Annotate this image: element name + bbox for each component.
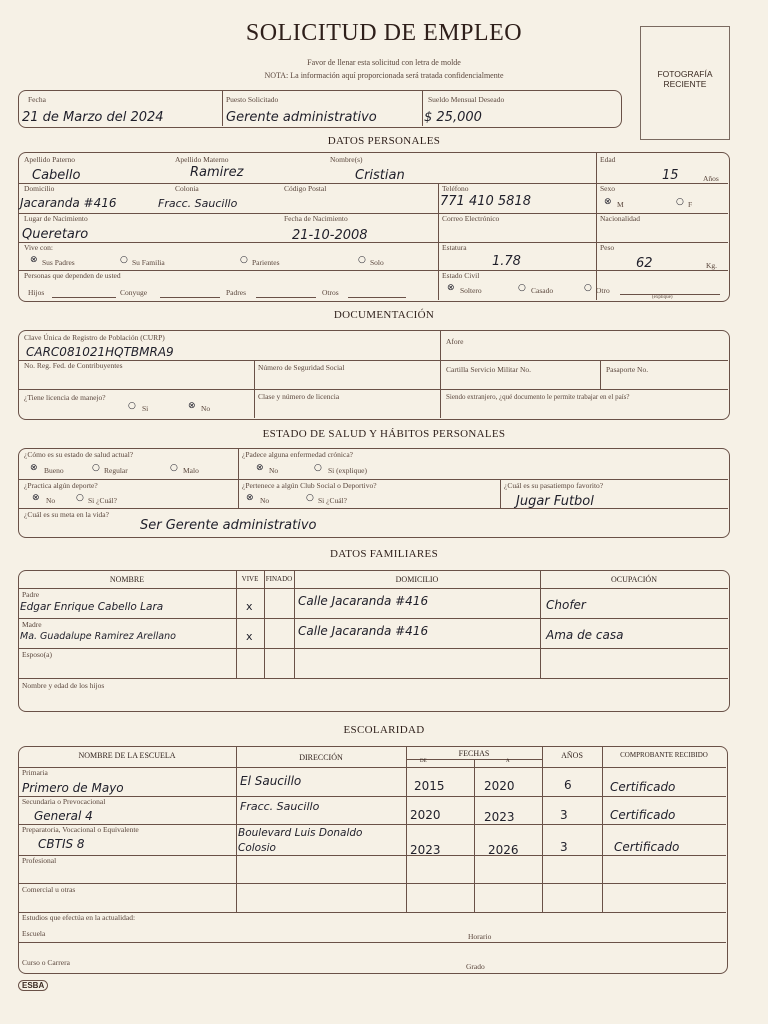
form-note: NOTA: La información aquí proporcionada será tratada confidencialmente	[264, 71, 504, 80]
domicilio-field[interactable]: Jacaranda #416	[20, 196, 117, 210]
dependen-label: Personas que dependen de usted	[24, 271, 121, 280]
fam-row-label: Padre	[22, 590, 40, 599]
sexo-m-radio[interactable]: ⊗	[604, 197, 612, 207]
vive-opt-1: Su Familia	[132, 258, 165, 267]
club-cual-label: Si ¿Cuál?	[318, 496, 347, 505]
cronica-label: ¿Padece alguna enfermedad crónica?	[242, 450, 353, 459]
estatura-field[interactable]: 1.78	[492, 254, 521, 269]
esc-header-anos: AÑOS	[561, 751, 583, 760]
madre-nombre-field[interactable]: Ma. Guadalupe Ramirez Arellano	[20, 631, 176, 642]
salud-opt-2: Malo	[183, 466, 199, 475]
civil-opt-0: Soltero	[460, 286, 482, 295]
civil-soltero-radio[interactable]: ⊗	[447, 283, 455, 293]
section-familia: DATOS FAMILIARES	[330, 548, 438, 560]
telefono-label: Teléfono	[442, 184, 469, 193]
puesto-field[interactable]: Gerente administrativo	[226, 110, 377, 125]
cp-label: Código Postal	[284, 184, 327, 193]
esc-row-label: Primaria	[22, 768, 48, 777]
photo-label: FOTOGRAFÍA RECIENTE	[657, 69, 713, 89]
horario-label: Horario	[468, 932, 492, 941]
colonia-label: Colonia	[175, 184, 199, 193]
madre-vive-mark[interactable]: x	[246, 630, 253, 643]
extranjero-label: Siendo extranjero, ¿qué documento le permite trabajar en el país?	[446, 393, 630, 401]
peso-field[interactable]: 62	[636, 256, 653, 271]
esc-row-label: Preparatoria, Vocacional o Equivalente	[22, 825, 139, 834]
apellido-paterno-label: Apellido Paterno	[24, 155, 76, 164]
lugar-label: Lugar de Nacimiento	[24, 214, 88, 223]
civil-label: Estado Civil	[442, 271, 480, 280]
civil-otro-radio[interactable]: ○	[584, 283, 592, 293]
pasatiempo-field[interactable]: Jugar Futbol	[516, 494, 594, 509]
cronica-si-radio[interactable]: ○	[314, 463, 322, 473]
padre-ocupacion-field[interactable]: Chofer	[546, 598, 586, 612]
lugar-field[interactable]: Queretaro	[22, 227, 89, 242]
primaria-de-field[interactable]: 2015	[414, 779, 445, 793]
dep-conyuge: Conyuge	[120, 288, 148, 297]
primaria-comprobante-field[interactable]: Certificado	[610, 780, 676, 794]
dep-otros: Otros	[322, 288, 339, 297]
vive-parientes-radio[interactable]: ○	[240, 255, 248, 265]
fam-header-vive: VIVE	[241, 575, 259, 583]
fam-header-finado: FINADO	[265, 575, 293, 583]
primaria-a-field[interactable]: 2020	[484, 779, 515, 793]
nss-label: Número de Seguridad Social	[258, 363, 345, 372]
prepa-nombre-field[interactable]: CBTIS 8	[38, 837, 85, 851]
secundaria-de-field[interactable]: 2020	[410, 808, 441, 822]
fecha-field[interactable]: 21 de Marzo del 2024	[22, 110, 164, 125]
padre-domicilio-field[interactable]: Calle Jacaranda #416	[298, 594, 429, 608]
prepa-direccion-field[interactable]: Boulevard Luis Donaldo Colosio	[238, 827, 363, 854]
estudios-label: Estudios que efectúa en la actualidad:	[22, 913, 136, 922]
deporte-cual-label: Si ¿Cuál?	[88, 496, 117, 505]
cronica-no-radio[interactable]: ⊗	[256, 463, 264, 473]
afore-label: Afore	[446, 337, 464, 346]
nombres-label: Nombre(s)	[330, 155, 363, 164]
licencia-no-radio[interactable]: ⊗	[188, 401, 196, 411]
clase-licencia-label: Clase y número de licencia	[258, 392, 340, 401]
rfc-label: No. Reg. Fed. de Contribuyentes	[24, 361, 123, 370]
esc-header-de: DE	[420, 759, 427, 764]
section-salud: ESTADO DE SALUD Y HÁBITOS PERSONALES	[262, 428, 506, 440]
esc-header-fechas: FECHAS	[458, 749, 490, 758]
salud-opt-0: Bueno	[44, 466, 64, 475]
licencia-si-label: Si	[142, 404, 149, 413]
deporte-si-radio[interactable]: ○	[76, 493, 84, 503]
apellido-materno-label: Apellido Materno	[175, 155, 229, 164]
dep-padres: Padres	[226, 288, 246, 297]
prepa-de-field[interactable]: 2023	[410, 843, 441, 857]
secundaria-a-field[interactable]: 2023	[484, 810, 515, 824]
section-datos-personales: DATOS PERSONALES	[327, 135, 441, 147]
prepa-comprobante-field[interactable]: Certificado	[614, 840, 680, 854]
vive-familia-radio[interactable]: ○	[120, 255, 128, 265]
esc-row-label: Comercial u otras	[22, 885, 76, 894]
domicilio-label: Domicilio	[24, 184, 55, 193]
deporte-no-radio[interactable]: ⊗	[32, 493, 40, 503]
curp-field[interactable]: CARC081021HQTBMRA9	[26, 345, 174, 359]
section-documentacion: DOCUMENTACIÓN	[333, 309, 435, 321]
meta-field[interactable]: Ser Gerente administrativo	[140, 518, 317, 533]
civil-opt-2: Otro	[596, 286, 610, 295]
vive-opt-0: Sus Padres	[42, 258, 75, 267]
telefono-field[interactable]: 771 410 5818	[440, 194, 531, 209]
secundaria-anos-field[interactable]: 3	[560, 808, 568, 822]
nacionalidad-label: Nacionalidad	[600, 214, 640, 223]
esc-header-a: A	[506, 759, 510, 764]
photo-box	[640, 26, 730, 140]
civil-opt-1: Casado	[531, 286, 554, 295]
fam-header-ocupacion: OCUPACIÓN	[611, 575, 657, 584]
estado-salud-label: ¿Cómo es su estado de salud actual?	[24, 450, 134, 459]
deporte-no-label: No	[46, 496, 56, 505]
apellido-materno-field[interactable]: Ramirez	[190, 165, 244, 180]
secundaria-direccion-field[interactable]: Fracc. Saucillo	[240, 800, 320, 813]
pasatiempo-label: ¿Cuál es su pasatiempo favorito?	[504, 481, 604, 490]
edad-field[interactable]: 15	[662, 168, 679, 183]
curp-label: Clave Única de Registro de Población (CURP)	[24, 333, 165, 342]
licencia-si-radio[interactable]: ○	[128, 401, 136, 411]
cartilla-label: Cartilla Servicio Militar No.	[446, 365, 531, 374]
licencia-no-label: No	[201, 404, 211, 413]
fecha-label: Fecha	[28, 95, 46, 104]
esc-row-label: Secundaria o Prevocacional	[22, 797, 106, 806]
form-subtitle: Favor de llenar esta solicitud con letra de molde	[307, 58, 461, 67]
primaria-direccion-field[interactable]: El Saucillo	[240, 774, 302, 788]
pasaporte-label: Pasaporte No.	[606, 365, 649, 374]
publisher-logo: ESBA	[18, 980, 48, 991]
nombres-field[interactable]: Cristian	[355, 168, 405, 183]
secundaria-nombre-field[interactable]: General 4	[34, 809, 93, 823]
grado-label: Grado	[466, 962, 485, 971]
secundaria-comprobante-field[interactable]: Certificado	[610, 808, 676, 822]
edad-label: Edad	[600, 155, 616, 164]
form-title: SOLICITUD DE EMPLEO	[245, 20, 523, 46]
peso-label: Peso	[600, 243, 615, 252]
madre-ocupacion-field[interactable]: Ama de casa	[546, 628, 624, 642]
meta-label: ¿Cuál es su meta en la vida?	[24, 510, 109, 519]
cronica-si-label: Si (explique)	[328, 466, 367, 475]
primaria-anos-field[interactable]: 6	[564, 778, 572, 792]
club-no-label: No	[260, 496, 270, 505]
salud-regular-radio[interactable]: ○	[92, 463, 100, 473]
club-label: ¿Pertenece a algún Club Social o Deportivo?	[242, 481, 377, 490]
fam-header-domicilio: DOMICILIO	[395, 575, 439, 584]
salud-bueno-radio[interactable]: ⊗	[30, 463, 38, 473]
padre-vive-mark[interactable]: x	[246, 600, 253, 613]
fam-header-nombre: NOMBRE	[109, 575, 145, 584]
club-si-radio[interactable]: ○	[306, 493, 314, 503]
escuela-label: Escuela	[22, 929, 46, 938]
anos-label: Años	[703, 174, 719, 183]
puesto-label: Puesto Solicitado	[226, 95, 279, 104]
curso-label: Curso o Carrera	[22, 958, 70, 967]
estatura-label: Estatura	[442, 243, 467, 252]
salud-opt-1: Regular	[104, 466, 128, 475]
padre-nombre-field[interactable]: Edgar Enrique Cabello Lara	[20, 601, 164, 613]
section-escolaridad: ESCOLARIDAD	[343, 724, 425, 736]
sueldo-field[interactable]: $ 25,000	[424, 110, 482, 125]
dep-hijos: Hijos	[28, 288, 45, 297]
sexo-label: Sexo	[600, 184, 615, 193]
salud-box	[18, 448, 730, 538]
salud-malo-radio[interactable]: ○	[170, 463, 178, 473]
deporte-label: ¿Practica algún deporte?	[24, 481, 98, 490]
kg-label: Kg.	[706, 261, 718, 270]
docs-box	[18, 330, 730, 420]
cronica-no-label: No	[269, 466, 279, 475]
club-no-radio[interactable]: ⊗	[246, 493, 254, 503]
sexo-f-radio[interactable]: ○	[676, 197, 684, 207]
sexo-m-label: M	[617, 200, 624, 209]
fecha-nac-label: Fecha de Nacimiento	[284, 214, 348, 223]
fam-row-label: Madre	[22, 620, 42, 629]
sueldo-label: Sueldo Mensual Deseado	[428, 95, 505, 104]
madre-domicilio-field[interactable]: Calle Jacaranda #416	[298, 624, 429, 638]
civil-explique: (explique)	[652, 295, 673, 300]
vive-label: Vive con:	[24, 243, 53, 252]
esc-header-comprobante: COMPROBANTE RECIBIDO	[620, 751, 708, 759]
fecha-nac-field[interactable]: 21-10-2008	[292, 228, 368, 243]
esc-header-nombre: NOMBRE DE LA ESCUELA	[78, 751, 176, 760]
civil-casado-radio[interactable]: ○	[518, 283, 526, 293]
prepa-anos-field[interactable]: 3	[560, 840, 568, 854]
correo-label: Correo Electrónico	[442, 214, 500, 223]
prepa-a-field[interactable]: 2026	[488, 843, 519, 857]
hijos-label: Nombre y edad de los hijos	[22, 681, 105, 690]
vive-opt-3: Solo	[370, 258, 384, 267]
sexo-f-label: F	[688, 200, 693, 209]
vive-solo-radio[interactable]: ○	[358, 255, 366, 265]
vive-opt-2: Parientes	[252, 258, 280, 267]
vive-padres-radio[interactable]: ⊗	[30, 255, 38, 265]
primaria-nombre-field[interactable]: Primero de Mayo	[22, 781, 124, 795]
licencia-label: ¿Tiene licencia de manejo?	[24, 393, 106, 402]
apellido-paterno-field[interactable]: Cabello	[32, 168, 81, 183]
colonia-field[interactable]: Fracc. Saucillo	[158, 197, 238, 210]
esc-header-direccion: DIRECCIÓN	[299, 753, 343, 762]
esc-row-label: Profesional	[22, 856, 57, 865]
fam-row-label: Esposo(a)	[22, 650, 52, 659]
